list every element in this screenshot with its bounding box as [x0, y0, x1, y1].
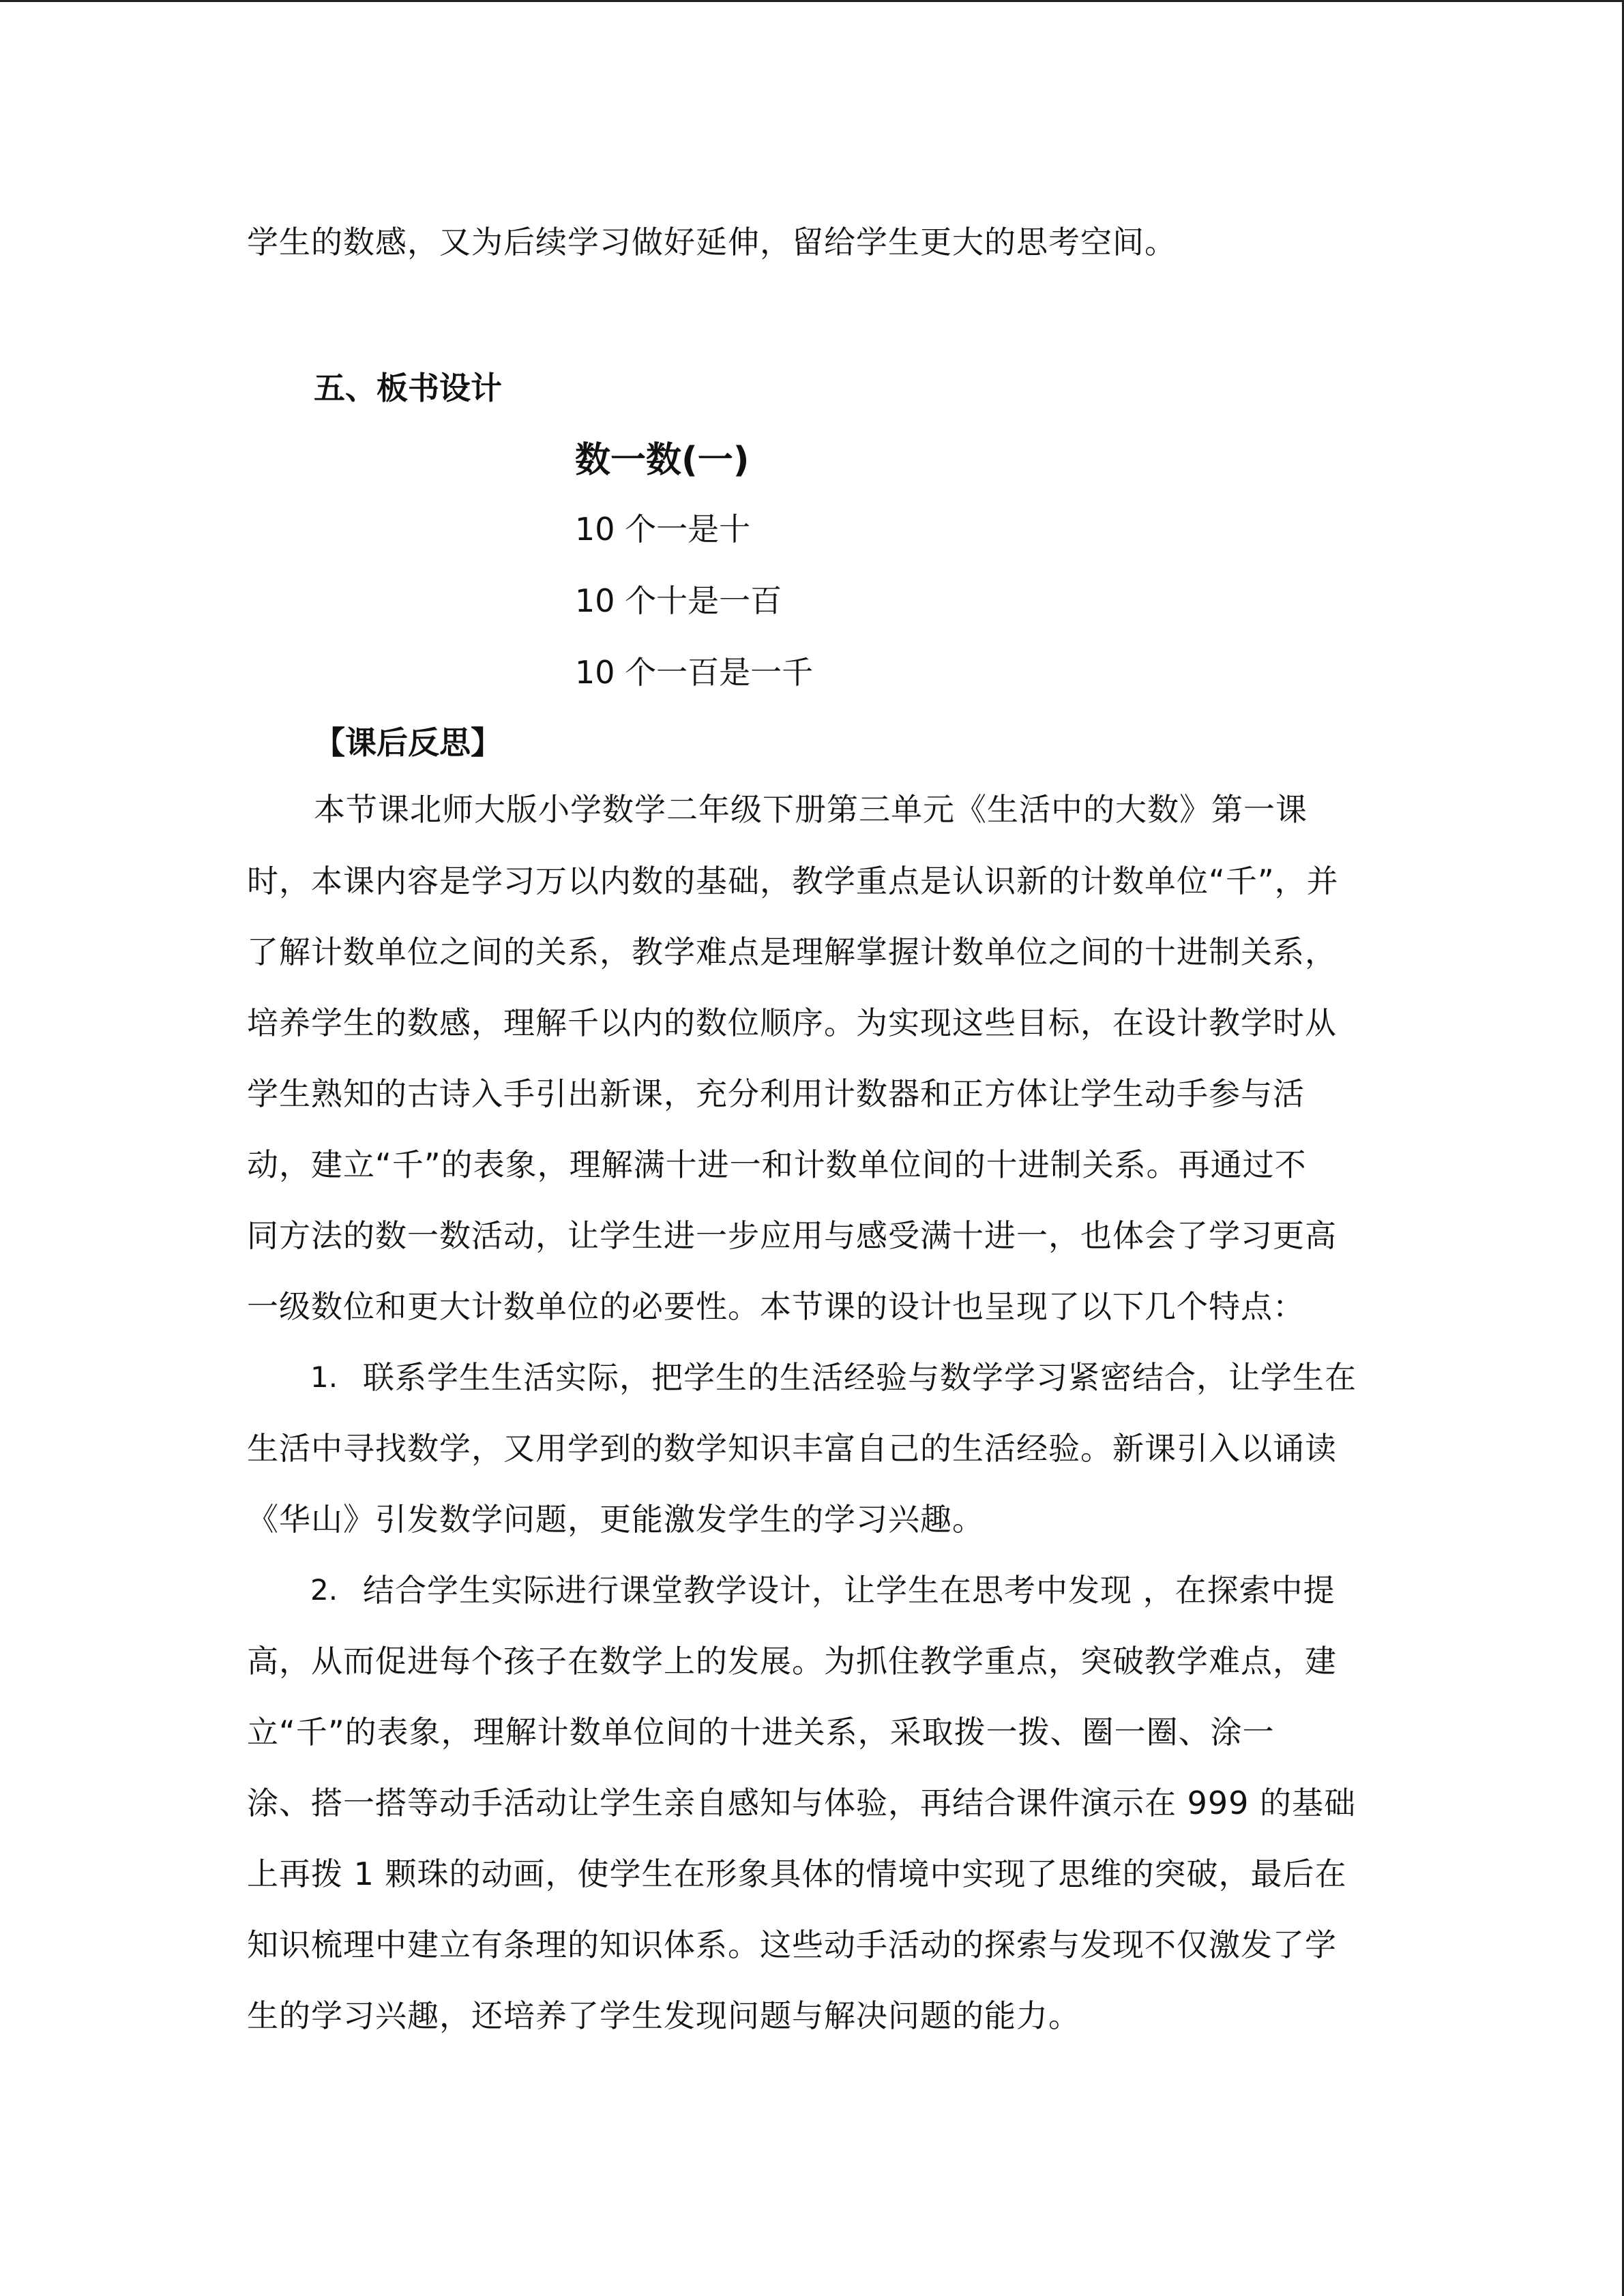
paragraph-line: 了解计数单位之间的关系，教学难点是理解掌握计数单位之间的十进制关系， — [247, 934, 1337, 970]
paragraph-line: 本节课北师大版小学数学二年级下册第三单元《生活中的大数》第一课 — [314, 791, 1308, 828]
list-item-line: 联系学生生活实际，把学生的生活经验与数学学习紧密结合，让学生在 — [363, 1359, 1357, 1396]
list-item-line: 生活中寻找数学，又用学到的数学知识丰富自己的生活经验。新课引入以诵读 — [247, 1430, 1337, 1467]
board-title: 数一数(一) — [575, 440, 750, 481]
board-line: 10 个一百是一千 — [575, 654, 814, 691]
paragraph-line: 学生熟知的古诗入手引出新课，充分利用计数器和正方体让学生动手参与活 — [247, 1075, 1305, 1112]
paragraph-line: 培养学生的数感，理解千以内的数位顺序。为实现这些目标，在设计教学时从 — [247, 1004, 1337, 1041]
list-item-line: 涂、搭一搭等动手活动让学生亲自感知与体验，再结合课件演示在 999 的基础 — [247, 1785, 1357, 1821]
list-item-line: 高，从而促进每个孩子在数学上的发展。为抓住教学重点，突破教学难点，建 — [247, 1643, 1337, 1680]
list-item-line: 上再拨 1 颗珠的动画，使学生在形象具体的情境中实现了思维的突破，最后在 — [247, 1855, 1347, 1892]
section-heading: 五、板书设计 — [314, 370, 502, 406]
paragraph-line: 时，本课内容是学习万以内数的基础，教学重点是认识新的计数单位“千”，并 — [247, 863, 1339, 899]
list-item-line: 《华山》引发数学问题，更能激发学生的学习兴趣。 — [247, 1501, 984, 1538]
intro-continuation: 学生的数感，又为后续学习做好延伸，留给学生更大的思考空间。 — [247, 224, 1177, 260]
paragraph-line: 同方法的数一数活动，让学生进一步应用与感受满十进一，也体会了学习更高 — [247, 1217, 1337, 1254]
board-line: 10 个十是一百 — [575, 582, 782, 619]
page-border-top — [0, 0, 1624, 2]
list-item-line: 知识梳理中建立有条理的知识体系。这些动手活动的探索与发现不仅激发了学 — [247, 1926, 1337, 1963]
paragraph-line: 一级数位和更大计数单位的必要性。本节课的设计也呈现了以下几个特点： — [247, 1288, 1305, 1325]
board-line: 10 个一是十 — [575, 511, 751, 548]
list-item-number: 1. — [310, 1360, 338, 1394]
list-item-number: 2. — [310, 1573, 338, 1607]
list-item-line: 立“千”的表象，理解计数单位间的十进关系，采取拨一拨、圈一圈、涂一 — [247, 1714, 1275, 1750]
list-item-line: 结合学生实际进行课堂教学设计，让学生在思考中发现 ，在探索中提 — [363, 1572, 1335, 1609]
reflection-heading: 【课后反思】 — [314, 724, 502, 761]
list-item-line: 生的学习兴趣，还培养了学生发现问题与解决问题的能力。 — [247, 1997, 1080, 2034]
paragraph-line: 动，建立“千”的表象，理解满十进一和计数单位间的十进制关系。再通过不 — [247, 1146, 1307, 1183]
